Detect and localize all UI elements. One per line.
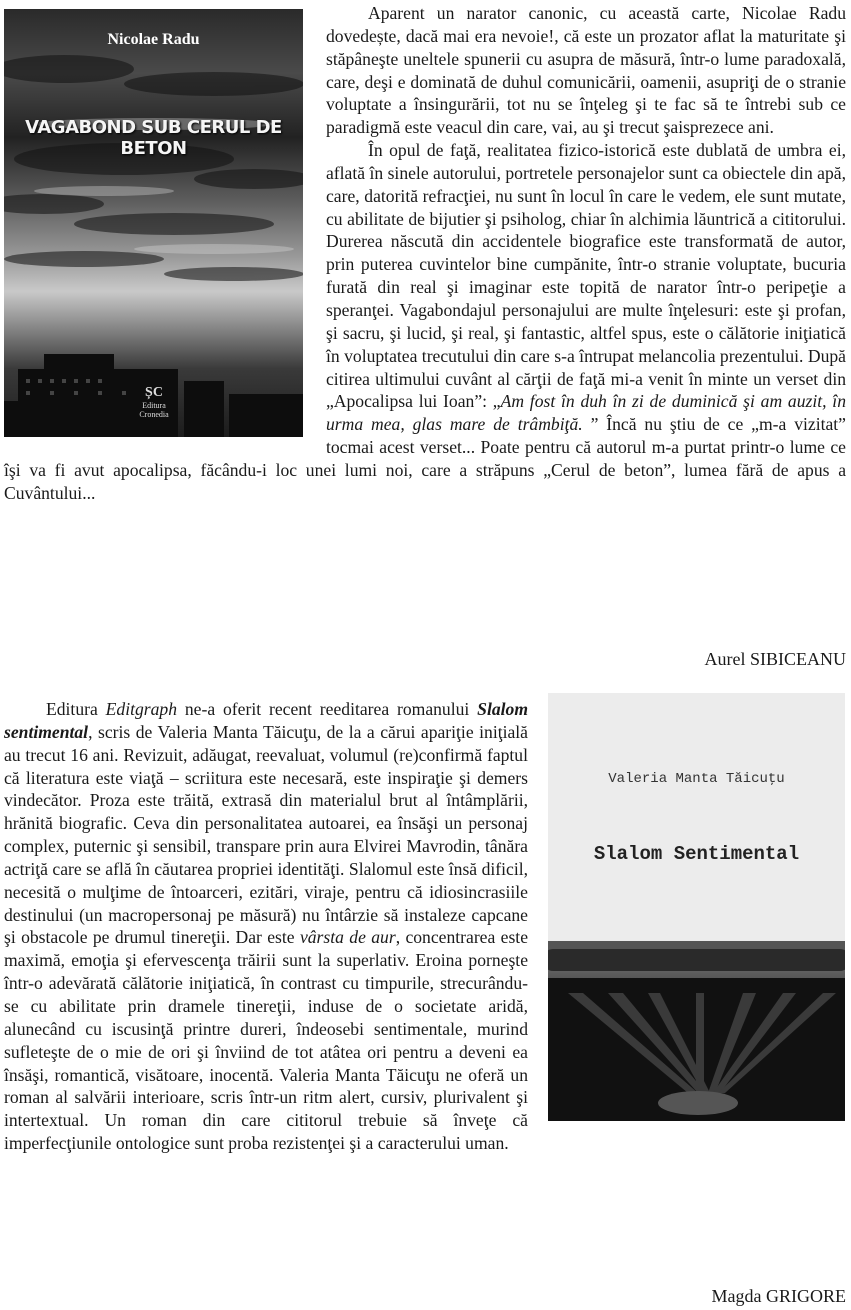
review1-paragraph-2: În opul de faţă, realitatea fizico-istorică este dublată de umbra ei, aflată în sinele autorului, portretele personajelor sunt ca obiectele din apă, care, datorită refracţiei, nu sunt în locul în care le vedem, ele sunt mutate, cu abilitate de bijutier şi psiholog, chiar în alchimia lăuntrică a cititorului. Durerea născută din accidentele biografice este transformată de autor, prin puterea cuvintelor bine cumpănite, într-o stranie voluptate, bucuria furată din real şi imaginar este topită de narator într-o peripeţie a speranţei. Vagabondajul personajului are multe înţelesuri: este şi profan, şi sacru, şi lucid, şi real, şi fantastic, altfel spus, este o călătorie iniţiatică în voluptatea trecutului din care s-a întrupat melancolia prezentului. După citirea ultimului cuvânt al cărţii de faţă mi-a venit în minte un verset din „Apocalipsa lui Ioan”: „Am fost în duh în zi de duminică şi am auzit, în urma mea, glas mare de trâmbiţă. ” Încă nu ştiu de ce „m-a vizitat” tocmai acest verset... Poate pentru că autorul m-a purtat printr-o lume ce îşi va fi avut apocalipsa, făcându-i loc unei lumi noi, care a străpuns „Cerul de beton”, lumea fără de apus a Cuvântului... (4, 140, 846, 503)
cover-author: Nicolae Radu (107, 31, 200, 48)
cover-author: Valeria Manta Tăicuţu (608, 771, 785, 787)
publisher-mark: Editura Cronedia (139, 401, 169, 419)
cover-title: VAGABOND SUB CERUL DE BETON (25, 117, 282, 159)
publisher-logo: ȘC Editura Cronedia (132, 385, 176, 415)
review1-text (4, 2, 846, 505)
apocalypse-quote: Am fost în duh în zi de duminică şi am auzit, în urma mea, glas mare de trâmbiţă. (326, 391, 846, 435)
cover-title: Slalom Sentimental (593, 843, 800, 865)
review2-text (4, 698, 846, 1155)
golden-age-phrase: vârsta de aur (299, 927, 396, 948)
float-spacer (4, 2, 326, 438)
book-title: Slalom sentimental (4, 699, 529, 742)
review1-paragraph-1: Aparent un narator canonic, cu această carte, Nicolae Radu dovedește, dacă mai era nevoie!, că este un prozator aflat la maturitate şi stăpâneşte uneltele spunerii cu asupra de măsură, într-o lume paradoxală, care, deşi e dominată de duhul comunicării, oamenii, asupriţi de o stranie voluptate a însingurării, tot nu se înţeleg şi te fac să te întrebi sub ce paradigmă este veacul din care, vai, au şi trecut şaisprezece ani. (4, 2, 846, 139)
signature-review2: Magda GRIGORE (711, 1286, 846, 1306)
publisher-name: Editgraph (105, 699, 178, 719)
review2-paragraph: Editura Editgraph ne-a oferit recent reeditarea romanului Slalom sentimental, scris de Valeria Manta Tăicuţu, de la a cărui apariţie iniţială au trecut 16 ani. Revizuit, adăugat, reevaluat, volumul (re)confirmă faptul că literatura este viaţă – scriitura este necesară, este inspiraţie şi demers vindecător. Proza este trăită, extrasă din materialul brut al întâmplării, hrănită biografic. Ceva din personalitatea autoarei, ea însăşi un personaj complex, puternic şi sensibil, transpare prin aura Elvirei Mavrodin, tânăra actriţă care se află în căutarea propriei identităţi. Slalomul este însă dificil, necesită o mulţime de întoarceri, ezitări, viraje, pentru că idiosincrasiile destinului (un macropersonaj pe măsură) nu întârzie să instaleze capcane şi obstacole pe drumul tinereţii. Dar este vârsta de aur, concentrarea este maximă, emoţia şi efervescenţa trăirii sunt la superlativ. Eroina porneşte într-o adevărată călătorie iniţiatică, în contrast cu timpurile, strecurându-se cu abilitate prin dramele tinereţii, induse de o societate aridă, alunecând cu iscusinţă printre dureri, îndeosebi sentimentale, murind sufleteşte de o mie de ori şi înviind de tot atâtea ori pentru a deveni ea însăşi, romantică, visătoare, inocentă. Valeria Manta Tăicuţu ne oferă un roman al salvării interioare, scris într-un ritm alert, cursiv, plurivalent şi intertextual. Un roman din care cititorul trebuie să înveţe că imperfecţiunile ontologice sunt proba rezistenţei şi a caracterului uman. (4, 698, 846, 1155)
signature-review1: Aurel SIBICEANU (704, 649, 846, 669)
float-spacer (528, 698, 846, 1128)
